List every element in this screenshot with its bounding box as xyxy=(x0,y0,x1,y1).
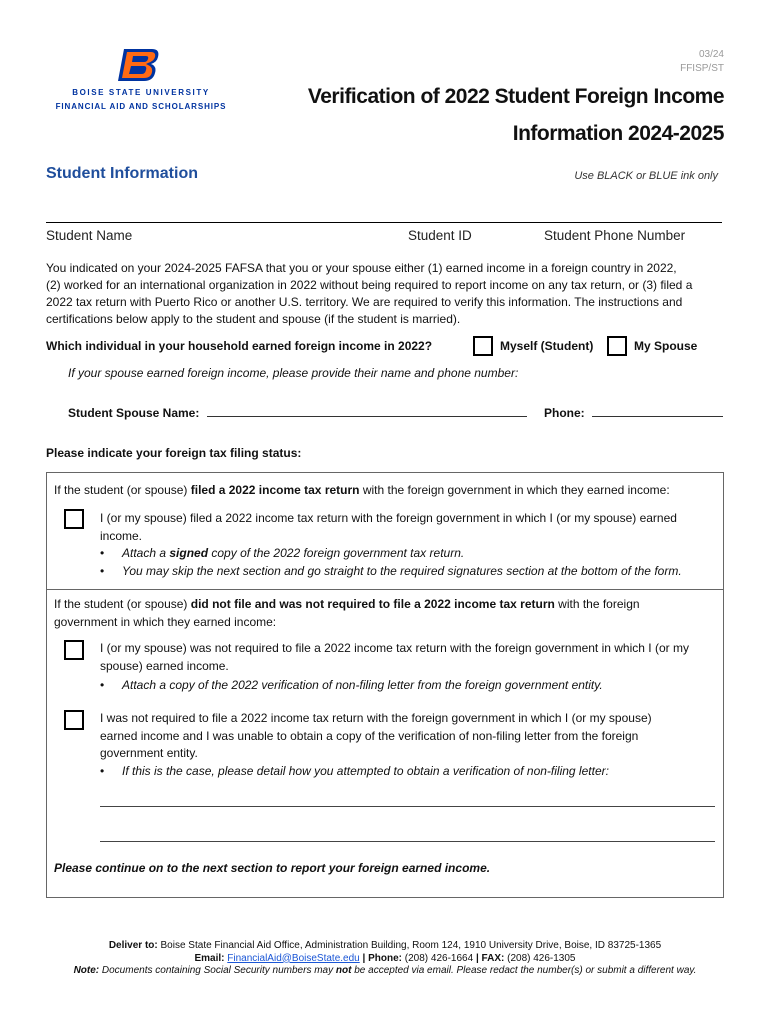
student-id-label: Student ID xyxy=(408,228,472,243)
university-logo xyxy=(46,44,236,116)
household-question: Which individual in your household earned foreign income in 2022? xyxy=(46,339,433,353)
fax-value: (208) 426-1305 xyxy=(507,952,576,964)
spouse-phone-field[interactable] xyxy=(592,406,723,417)
logo-university-name: BOISE STATE UNIVERSITY xyxy=(72,88,210,97)
unable-to-obtain-bullet xyxy=(100,762,609,780)
option-text: I was not required to file a 2022 income tax return with the foreign government in which I (or my spouse) xyxy=(100,711,652,725)
intro-line: (2) worked for an international organization in 2022 without being required to report income on any tax return, or (3) filed a xyxy=(46,278,693,292)
footer-deliver xyxy=(0,940,770,953)
not-filed-intro-bold: did not file and was not required to file a 2022 income tax return xyxy=(190,597,555,611)
phone-label: Phone: xyxy=(368,952,402,964)
spouse-phone-label: Phone: xyxy=(544,406,585,420)
bronco-b-logo-icon xyxy=(118,48,160,82)
bullet-icon: • xyxy=(100,678,105,692)
option-text: government entity. xyxy=(100,746,198,760)
filed-return-checkbox[interactable] xyxy=(64,509,84,529)
intro-line: 2022 tax return with Puerto Rico or another U.S. territory. We are required to verify this information. The instructions and xyxy=(46,295,683,309)
footer-note xyxy=(0,965,770,978)
footer xyxy=(0,940,770,978)
deliver-text: Boise State Financial Aid Office, Administration Building, Room 124, 1910 University Drive, Boise, ID 83725-1365 xyxy=(157,940,662,951)
bullet-icon: • xyxy=(100,546,105,560)
not-required-option xyxy=(100,640,689,675)
intro-paragraph xyxy=(46,260,726,328)
filed-intro xyxy=(54,482,670,500)
email-label: Email: xyxy=(194,952,225,964)
unable-to-obtain-checkbox[interactable] xyxy=(64,710,84,730)
myself-label: Myself (Student) xyxy=(500,339,594,353)
bullet-text: You may skip the next section and go straight to the required signatures section at the bottom of the form. xyxy=(122,564,682,578)
myself-checkbox[interactable] xyxy=(473,336,493,356)
unable-to-obtain-option xyxy=(100,710,652,763)
not-required-bullet xyxy=(100,676,603,694)
option-text: spouse) earned income. xyxy=(100,658,229,673)
spouse-name-row xyxy=(68,406,527,420)
spouse-name-field[interactable] xyxy=(207,406,527,417)
spouse-checkbox[interactable] xyxy=(607,336,627,356)
section-title-student-info: Student Information xyxy=(46,165,198,182)
filed-intro-bold: filed a 2022 income tax return xyxy=(190,483,360,497)
not-filed-intro-text: If the student (or spouse) xyxy=(54,597,191,611)
logo-department-name: FINANCIAL AID AND SCHOLARSHIPS xyxy=(55,102,227,111)
filed-bullet-1 xyxy=(100,544,464,562)
filing-box-divider xyxy=(46,589,724,590)
deliver-label: Deliver to: xyxy=(108,940,158,951)
spouse-label: My Spouse xyxy=(634,339,698,353)
explanation-line-1[interactable] xyxy=(100,806,715,807)
bullet-text: Attach a copy of the 2022 verification of non-filing letter from the foreign government entity. xyxy=(122,678,603,692)
filing-status-question: Please indicate your foreign tax filing status: xyxy=(46,446,302,460)
filed-intro-text: If the student (or spouse) xyxy=(54,483,191,497)
bullet-text: If this is the case, please detail how you attempted to obtain a verification of non-filing letter: xyxy=(122,764,609,778)
title-line-2: Information 2024-2025 xyxy=(512,122,724,145)
phone-value: (208) 426-1664 xyxy=(404,952,474,964)
note-text: be accepted via email. Please redact the number(s) or submit a different way. xyxy=(351,965,697,976)
not-required-checkbox[interactable] xyxy=(64,640,84,660)
intro-line: certifications below apply to the student and spouse (if the student is married). xyxy=(46,312,461,326)
filed-intro-text: with the foreign government in which they earned income: xyxy=(359,483,670,497)
note-text: Documents containing Social Security numbers may xyxy=(99,965,336,976)
intro-line: You indicated on your 2024-2025 FAFSA that you or your spouse either (1) earned income in a foreign country in 2022, xyxy=(46,261,677,275)
filed-return-option xyxy=(100,510,677,545)
bullet-text: Attach a xyxy=(122,546,170,560)
page-title xyxy=(264,78,724,152)
not-filed-intro-text: government in which they earned income: xyxy=(54,614,277,629)
fax-label: FAX: xyxy=(481,952,505,964)
ink-note: Use BLACK or BLUE ink only xyxy=(574,170,718,182)
form-code xyxy=(680,48,724,76)
bullet-text: copy of the 2022 foreign government tax return. xyxy=(208,546,465,560)
note-bold: not xyxy=(335,965,352,976)
spouse-name-label: Student Spouse Name: xyxy=(68,406,200,420)
bullet-icon: • xyxy=(100,564,105,578)
option-text: I (or my spouse) filed a 2022 income tax return with the foreign government in which I (or my spouse) earned xyxy=(100,511,677,525)
option-text: earned income and I was unable to obtain a copy of the verification of non-filing letter from the foreign xyxy=(100,728,639,743)
bullet-icon: • xyxy=(100,764,105,778)
bullet-bold: signed xyxy=(169,546,209,560)
student-info-signature-line[interactable] xyxy=(46,222,722,223)
spouse-note: If your spouse earned foreign income, please provide their name and phone number: xyxy=(68,366,519,380)
email-link[interactable]: FinancialAid@BoiseState.edu xyxy=(227,952,360,964)
form-date: 03/24 xyxy=(698,49,724,60)
footer-contacts: Email: FinancialAid@BoiseState.edu | Phone: (208) 426-1664 | FAX: (208) 426-1305 xyxy=(194,952,576,964)
note-label: Note: xyxy=(73,965,100,976)
filed-bullet-2 xyxy=(100,562,682,580)
form-id: FFISP/ST xyxy=(680,63,724,74)
explanation-line-2[interactable] xyxy=(100,841,715,842)
option-text: I (or my spouse) was not required to file a 2022 income tax return with the foreign government in which I (or my xyxy=(100,641,689,655)
continue-note: Please continue on to the next section to report your foreign earned income. xyxy=(54,861,491,875)
not-filed-intro xyxy=(54,596,714,631)
not-filed-intro-text: with the foreign xyxy=(554,597,640,611)
student-name-label: Student Name xyxy=(46,228,133,243)
option-text: income. xyxy=(100,528,143,543)
spouse-phone-row xyxy=(544,406,723,420)
student-phone-label: Student Phone Number xyxy=(544,228,686,243)
title-line-1: Verification of 2022 Student Foreign Income xyxy=(307,85,724,108)
